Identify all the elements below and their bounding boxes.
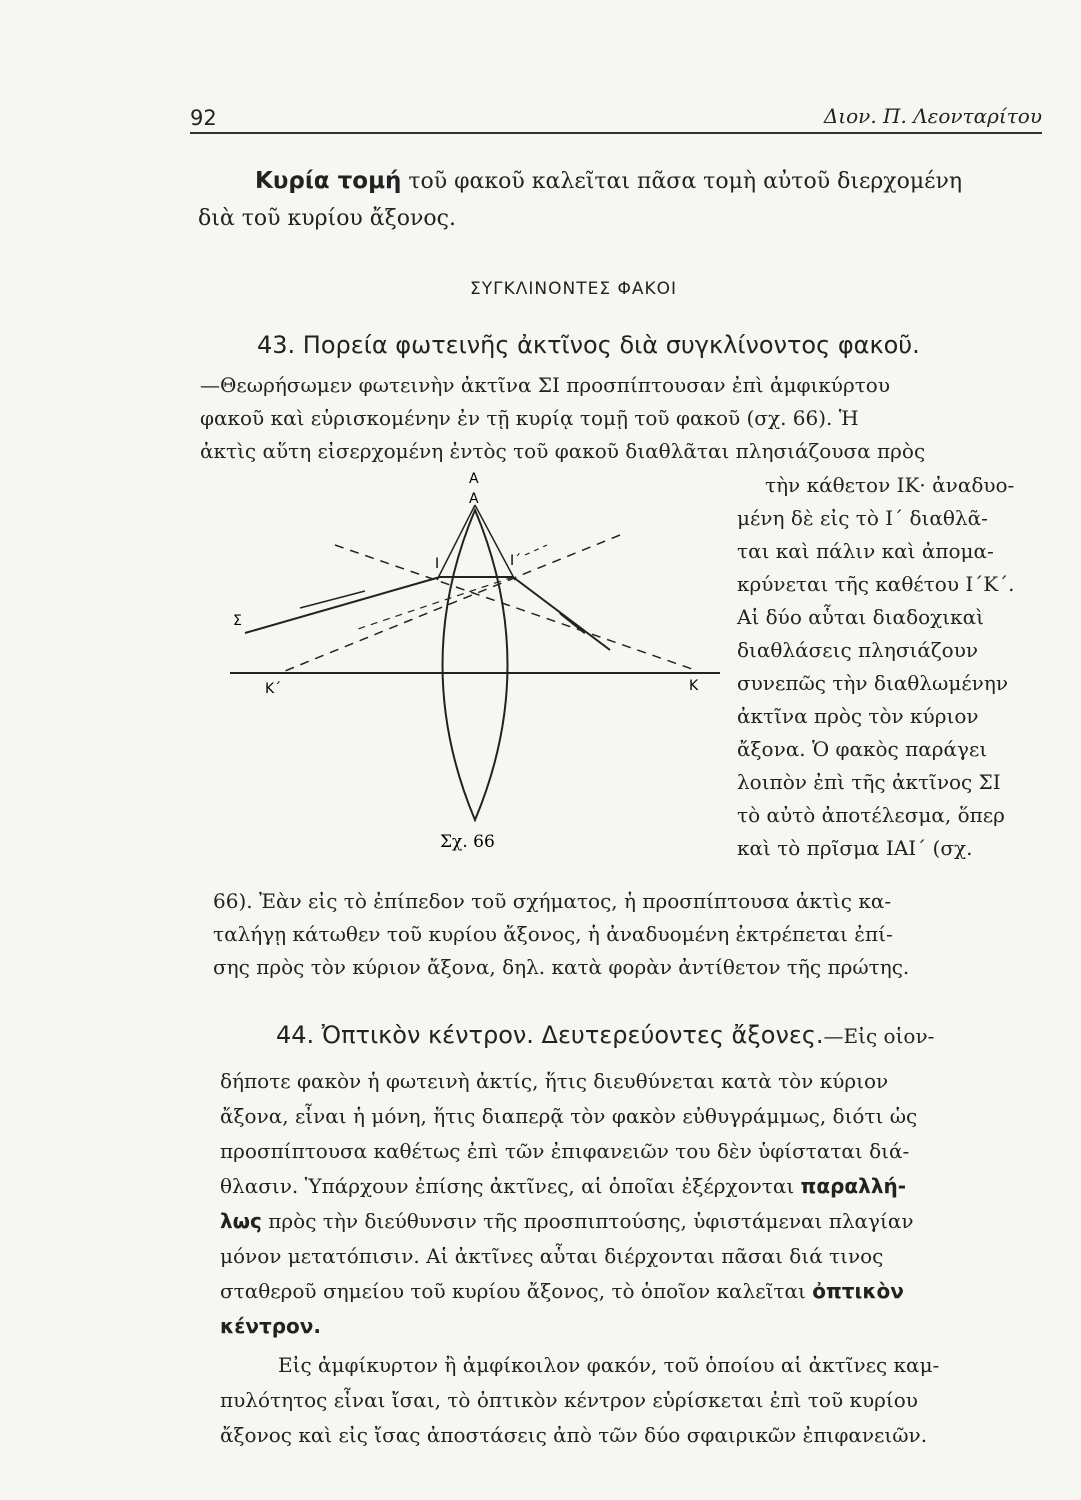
section-44-para2-line: Εἰς ἀμφίκυρτον ἢ ἀμφίκοιλον φακόν, τοῦ ὁποίου αἱ ἀκτῖνες καμ- [278, 1353, 940, 1377]
section-44-title-line [276, 1022, 934, 1049]
definition-line-2: διὰ τοῦ κυρίου ἄξονος. [198, 206, 456, 231]
page-header [190, 96, 1042, 134]
section-44-line-4-text: θλασιν. Ὑπάρχουν ἐπίσης ἀκτῖνες, αἱ ὁποῖαι ἐξέρχονται [220, 1174, 795, 1198]
section-43-side-line: διαθλάσεις πλησιάζουν [737, 638, 979, 662]
page-number: 92 [190, 106, 217, 130]
label-K: Κ [689, 678, 699, 694]
extension-dashed-short [525, 545, 547, 555]
section-43-side-line: λοιπὸν ἐπὶ τῆς ἀκτῖνος ΣΙ [737, 770, 1001, 794]
section-44-para2-line: ἄξονος καὶ εἰς ἴσας ἀποστάσεις ἀπὸ τῶν δύο σφαιρικῶν ἐπιφανειῶν. [220, 1423, 928, 1447]
label-sigma: Σ [233, 613, 242, 629]
section-44-line: δήποτε φακὸν ἡ φωτεινὴ ἀκτίς, ἥτις διευθύνεται κατὰ τὸν κύριον [220, 1069, 889, 1093]
lens-outline [443, 510, 508, 820]
label-I-prime: Ι΄ [510, 553, 522, 569]
section-44-line-5 [220, 1208, 913, 1234]
section-44-line-8 [220, 1313, 321, 1339]
section-43-side-line: ἄξονα. Ὁ φακὸς παράγει [737, 737, 988, 761]
label-K-prime: Κ΄ [265, 681, 282, 697]
incident-arrow [300, 591, 365, 608]
section-43-side-line: τὸ αὐτὸ ἀποτέλεσμα, ὅπερ [737, 803, 1005, 827]
section-44-line-7-text: σταθεροῦ σημείου τοῦ κυρίου ἄξονος, τὸ ὁποῖον καλεῖται [220, 1279, 806, 1303]
section-44-title: 44. Ὀπτικὸν κέντρον. Δευτερεύοντες ἄξονες. [276, 1021, 824, 1049]
definition-term: Κυρία τομή [255, 168, 402, 194]
extension-dashed [355, 577, 513, 630]
section-43-line: σης πρὸς τὸν κύριον ἄξονα, δηλ. κατὰ φορὰν ἀντίθετον τῆς πρώτης. [213, 955, 910, 979]
section-43-side-line: τὴν κάθετον ΙΚ· ἀναδυο- [765, 473, 1015, 497]
section-43-side-line: Αἱ δύο αὗται διαδοχικαὶ [737, 605, 984, 629]
section-43-line: ταλήγῃ κάτωθεν τοῦ κυρίου ἄξονος, ἡ ἀναδυομένη ἐκτρέπεται ἐπί- [213, 922, 893, 946]
section-43-side-line: ται καὶ πάλιν καὶ ἀπομα- [737, 539, 994, 563]
section-44-line-5-text: πρὸς τὴν διεύθυνσιν τῆς προσπιπτούσης, ὑφιστάμεναι πλαγίαν [261, 1209, 914, 1233]
section-43-line: φακοῦ καὶ εὑρισκομένην ἐν τῇ κυρίᾳ τομῇ τοῦ φακοῦ (σχ. 66). Ἡ [200, 406, 859, 430]
section-43-line: —Θεωρήσωμεν φωτεινὴν ἀκτῖνα ΣΙ προσπίπτουσαν ἐπὶ ἀμφικύρτου [200, 373, 890, 397]
definition-line-1 [255, 168, 962, 195]
section-43-title: 43. Πορεία φωτεινῆς ἀκτῖνος διὰ συγκλίνοντος φακοῦ. [257, 331, 920, 359]
section-43-line: ἀκτὶς αὕτη εἰσερχομένη ἐντὸς τοῦ φακοῦ διαθλᾶται πλησιάζουσα πρὸς [200, 439, 926, 463]
bold-term-optical-end: κέντρον. [220, 1314, 322, 1338]
section-43-side-line: ἀκτῖνα πρὸς τὸν κύριον [737, 704, 979, 728]
incident-ray [245, 577, 440, 633]
label-I: Ι [435, 556, 440, 572]
figure-66 [225, 465, 725, 855]
definition-text: τοῦ φακοῦ καλεῖται πᾶσα τομὴ αὐτοῦ διερχομένη [401, 169, 963, 194]
label-A-inner: Α [469, 491, 479, 507]
section-43-side-line: καὶ τὸ πρῖσμα ΙΑΙ΄ (σχ. [737, 836, 973, 860]
section-44-para2-line: πυλότητος εἶναι ἴσαι, τὸ ὀπτικὸν κέντρον εὑρίσκεται ἐπὶ τοῦ κυρίου [220, 1388, 918, 1412]
section-44-line: προσπίπτουσα καθέτως ἐπὶ τῶν ἐπιφανειῶν του δὲν ὑφίσταται διά- [220, 1139, 910, 1163]
label-A-outer: Α [469, 471, 479, 487]
section-44-line: ἄξονα, εἶναι ἡ μόνη, ἥτις διαπερᾷ τὸν φακὸν εὐθυγράμμως, διότι ὡς [220, 1104, 918, 1128]
figure-caption: Σχ. 66 [440, 832, 495, 852]
section-43-line: 66). Ἐὰν εἰς τὸ ἐπίπεδον τοῦ σχήματος, ἡ προσπίπτουσα ἀκτὶς κα- [213, 889, 892, 913]
section-44-line: μόνον μετατόπισιν. Αἱ ἀκτῖνες αὗται διέρχονται πᾶσαι διά τινος [220, 1244, 884, 1268]
section-44-line-4 [220, 1173, 906, 1199]
bold-term-parallel-end: λως [220, 1209, 262, 1233]
section-43-side-line: κρύνεται τῆς καθέτου Ι΄Κ΄. [737, 572, 1015, 596]
bold-term-optical: ὀπτικὸν [812, 1279, 904, 1303]
lens-diagram [225, 465, 725, 855]
section-44-line-7 [220, 1278, 904, 1304]
section-43-side-line: συνεπῶς τὴν διαθλωμένην [737, 671, 1008, 695]
running-head: Διον. Π. Λεονταρίτου [823, 104, 1042, 128]
bold-term-parallel: παραλλή- [800, 1174, 907, 1198]
section-43-side-line: μένη δὲ εἰς τὸ Ι΄ διαθλᾶ- [737, 506, 988, 530]
section-44-title-tail: —Εἰς οἱον- [823, 1024, 935, 1048]
subheading: ΣΥΓΚΛΙΝΟΝΤΕΣ ΦΑΚΟΙ [470, 279, 678, 299]
